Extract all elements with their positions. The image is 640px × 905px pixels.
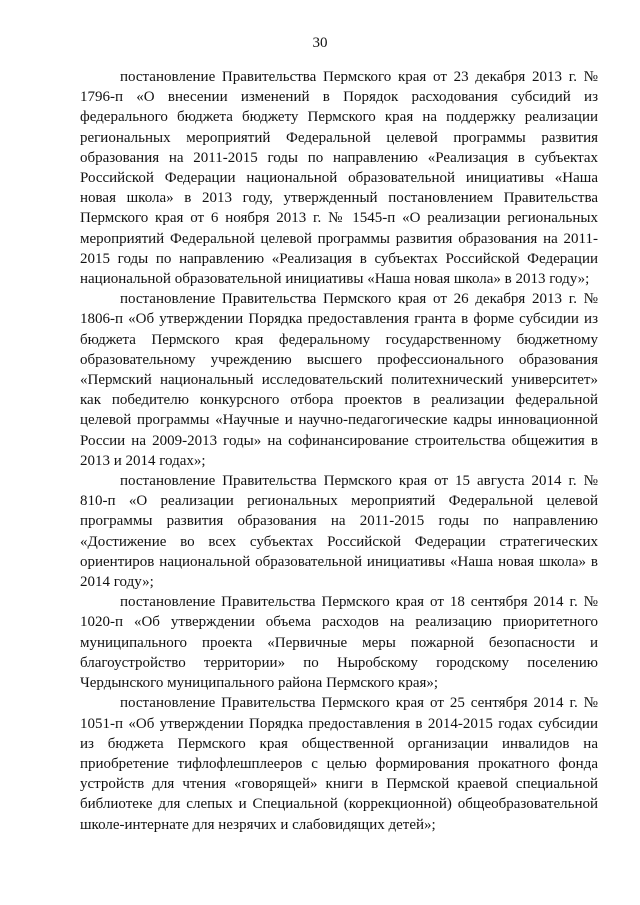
paragraph-resolution-810: постановление Правительства Пермского края от 15 августа 2014 г. № 810-п «О реализации региональных мероприятий Федеральной целевой программы развития образования на 2011-2015 годы по направлению «Достижение во всех субъектах Российской Федерации стратегических ориентиров национальной образовательной инициативы «Наша новая школа» в 2014 году»; bbox=[80, 473, 598, 591]
page-number: 30 bbox=[312, 35, 328, 51]
paragraph-resolution-1020: постановление Правительства Пермского края от 18 сентября 2014 г. № 1020-п «Об утверждении объема расходов на реализацию приоритетного муниципального проекта «Первичные меры пожарной безопасности и благоустройство территории» по Ныробскому городскому поселению Чердынского муниципального района Пермского края»; bbox=[80, 594, 598, 692]
paragraph-resolution-1051: постановление Правительства Пермского края от 25 сентября 2014 г. № 1051-п «Об утверждении Порядка предоставления в 2014-2015 годах субсидии из бюджета Пермского края общественной организации инвалидов на приобретение тифлофлешплееров с целью формирования прокатного фонда устройств для чтения «говорящей» книги в Пермской краевой специальной библиотеке для слепых и Специальной (коррекционной) общеобразовательной школе-интернате для незрячих и слабовидящих детей»; bbox=[80, 695, 598, 833]
paragraph-resolution-1796: постановление Правительства Пермского края от 23 декабря 2013 г. № 1796-п «О внесении изменений в Порядок расходования субсидий из федерального бюджета бюджету Пермского края на поддержку реализации региональных мероприятий Федеральной целевой программы развития образования на 2011-2015 годы по направлению «Реализация в субъектах Российской Федерации национальной образовательной инициативы «Наша новая школа» в 2013 году, утвержденный постановлением Правительства Пермского края от 6 ноября 2013 г. № 1545-п «О реализации региональных мероприятий Федеральной целевой программы развития образования на 2011-2015 годы по направлению «Реализация в субъектах Российской Федерации национальной образовательной инициативы «Наша новая школа» в 2013 году»; bbox=[80, 69, 598, 288]
paragraph-resolution-1806: постановление Правительства Пермского края от 26 декабря 2013 г. № 1806-п «Об утверждении Порядка предоставления гранта в форме субсидии из бюджета Пермского края федеральному государственному бюджетному образовательному учреждению высшего профессионального образования «Пермский национальный исследовательский политехнический университет» как победителю конкурсного отбора проектов в реализации федеральной целевой программы «Научные и научно-педагогические кадры инновационной России на 2009-2013 годы» на софинансирование строительства общежития в 2013 и 2014 годах»; bbox=[80, 291, 598, 469]
document-body bbox=[80, 67, 598, 835]
